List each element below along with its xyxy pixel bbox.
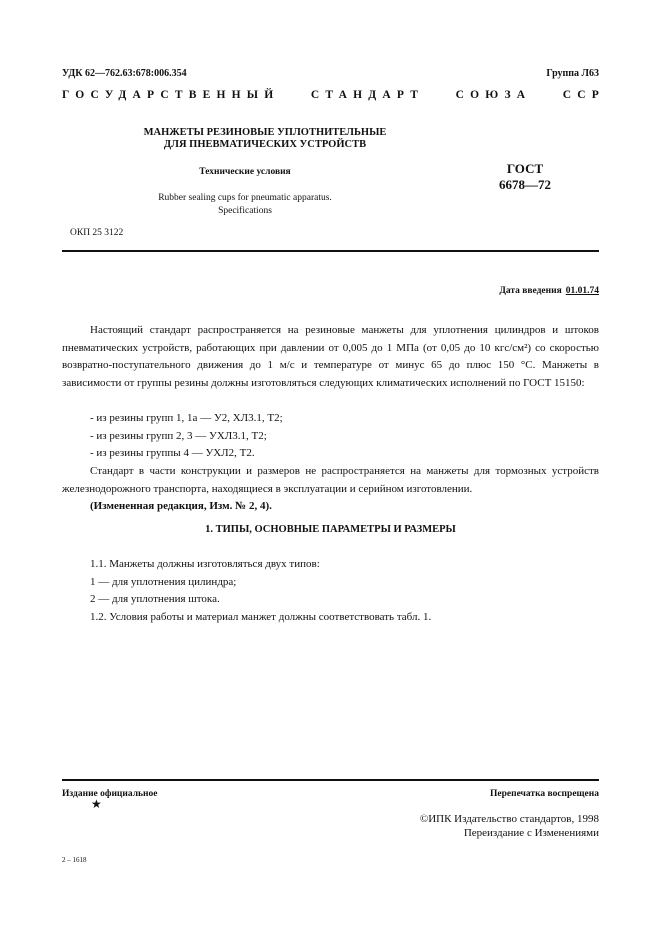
copyright-block <box>420 812 599 840</box>
date-value: 01.01.74 <box>565 286 599 296</box>
copyright: ©ИПК Издательство стандартов, 1998 <box>419 813 599 825</box>
section-line: 2 — для уплотнения штока. <box>90 593 220 606</box>
section-line: 1 — для уплотнения цилиндра; <box>90 575 237 588</box>
intro-paragraph: Настоящий стандарт распространяется на резиновые манжеты для уплотнения цилиндров и штоков пневматических устройств, работающих при давлении от 0,005 до 1 МПа (от 0,05 до 10 кгс/см²) со скоростью возвратно-поступательного движения до 1 м/с и температуре от минус 65 до плюс 150 °С. Манжеты в зависимости от группы резины должны изготовляться следующих климатических исполнений по ГОСТ 15150: <box>62 324 599 389</box>
date-label: Дата введения <box>499 286 562 296</box>
section-line: 1.1. Манжеты должны изготовляться двух типов: <box>90 558 320 570</box>
state-standard-banner <box>62 89 605 101</box>
star-icon: ★ <box>91 797 102 811</box>
subtitle: Технические условия <box>199 167 291 177</box>
document-title <box>90 127 440 151</box>
english-title <box>90 192 400 218</box>
banner-word: ССР <box>562 89 605 101</box>
group-code: Группа Л63 <box>546 68 599 79</box>
gost-label: ГОСТ <box>506 161 544 176</box>
gost-number <box>470 161 580 193</box>
list-item: - из резины групп 2, 3 — УХЛ3.1, Т2; <box>90 429 267 442</box>
english-line: Rubber sealing cups for pneumatic apparatus. <box>158 193 332 203</box>
udc-code: УДК 62—762.63:678:006.354 <box>62 68 187 79</box>
scope-paragraph: Стандарт в части конструкции и размеров не распространяется на манжеты для тормозных устройств железнодорожного транспорта, находящиеся в эксплуатации и серийном изготовлении. <box>62 465 599 495</box>
amendment-note: (Измененная редакция, Изм. № 2, 4). <box>90 500 272 512</box>
list-item: - из резины группы 4 — УХЛ2, Т2. <box>90 447 255 460</box>
climate-list <box>62 410 599 463</box>
reissue-note: Переиздание с Изменениями <box>463 827 599 839</box>
title-line: МАНЖЕТЫ РЕЗИНОВЫЕ УПЛОТНИТЕЛЬНЫЕ <box>143 127 387 138</box>
print-code: 2 – 1618 <box>62 856 87 864</box>
title-line: ДЛЯ ПНЕВМАТИЧЕСКИХ УСТРОЙСТВ <box>163 139 367 150</box>
introduction-date <box>499 286 599 296</box>
banner-word: ГОСУДАРСТВЕННЫЙ <box>62 89 280 101</box>
english-line: Specifications <box>218 206 272 216</box>
section-line: 1.2. Условия работы и материал манжет должны соответствовать табл. 1. <box>90 610 432 623</box>
reprint-prohibited: Перепечатка воспрещена <box>489 789 599 799</box>
list-item: - из резины групп 1, 1а — У2, ХЛ3.1, Т2; <box>90 412 283 424</box>
gost-code: 6678—72 <box>499 177 551 192</box>
okp-code: ОКП 25 3122 <box>70 228 124 238</box>
header-divider <box>62 250 599 252</box>
banner-word: СТАНДАРТ <box>310 89 425 101</box>
official-edition: Издание официальное <box>62 789 158 799</box>
section-heading: 1. ТИПЫ, ОСНОВНЫЕ ПАРАМЕТРЫ И РАЗМЕРЫ <box>205 524 456 535</box>
footer-divider <box>62 779 599 781</box>
banner-word: СОЮЗА <box>455 89 532 101</box>
section-body <box>62 556 599 626</box>
